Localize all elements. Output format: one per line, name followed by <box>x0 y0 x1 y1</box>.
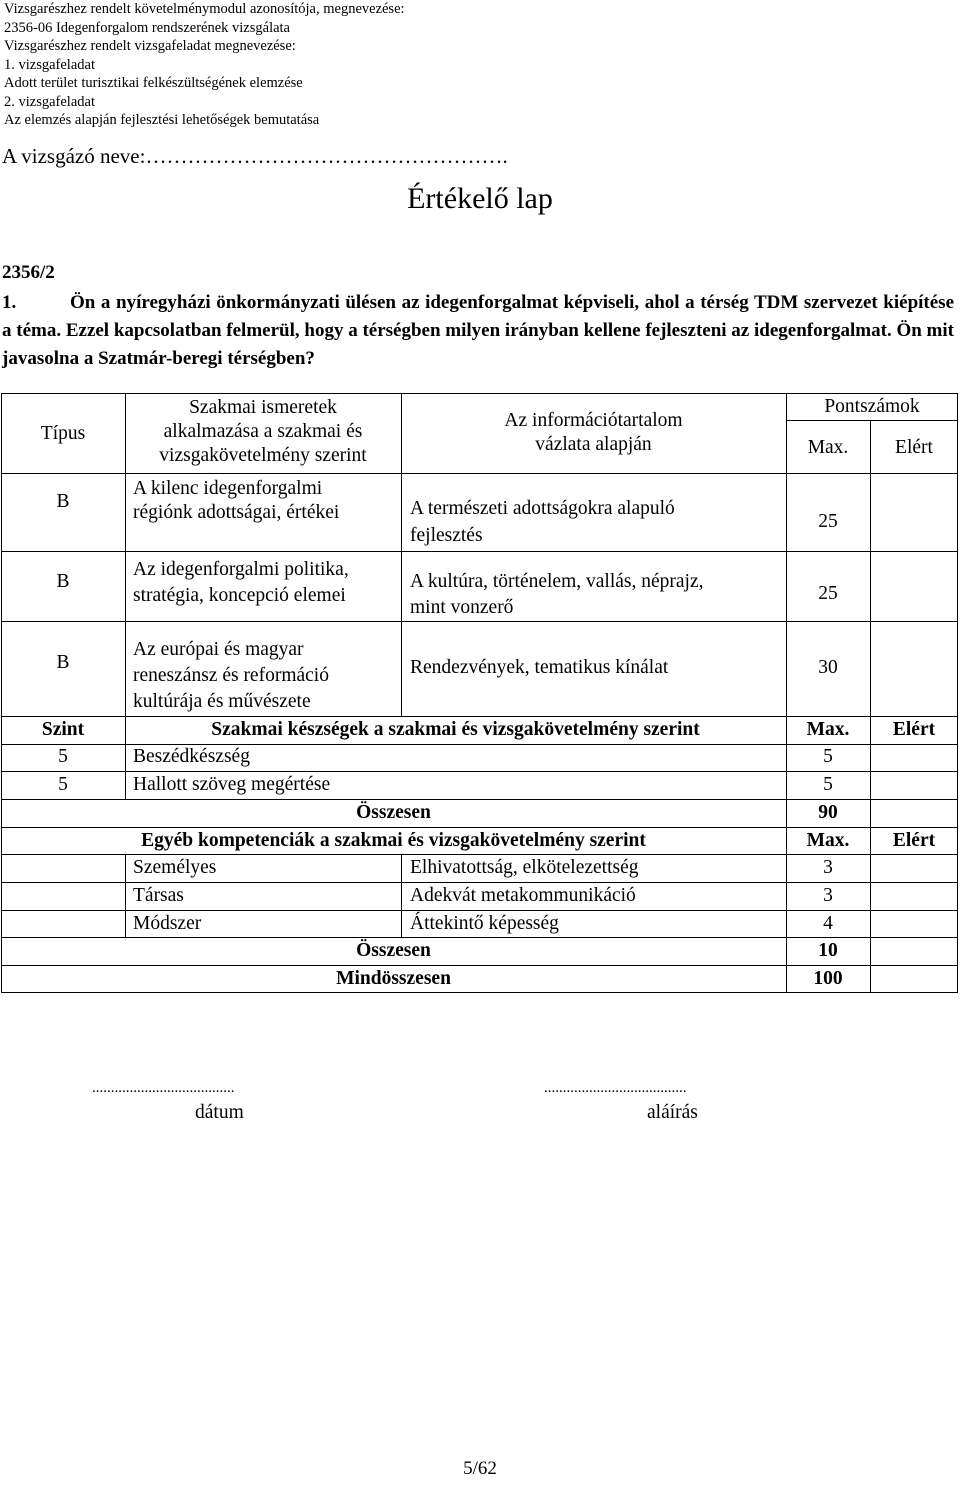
competencies-achieved-header: Elért <box>892 830 936 851</box>
header-line: Az elemzés alapján fejlesztési lehetőségek bemutatása <box>4 112 320 128</box>
col-type-header: Típus <box>40 423 86 444</box>
col-knowledge-header: Szakmai ismeretek alkalmazása a szakmai és vizsgakövetelmény szerint <box>159 397 367 466</box>
competencies-max-header: Max. <box>806 830 850 851</box>
row-max: 25 <box>818 511 838 532</box>
table-rule <box>1 771 958 772</box>
table-rule <box>1 473 958 474</box>
header-line: Adott terület turisztikai felkészültségének elemzése <box>4 75 303 91</box>
question-number: 1. <box>2 292 17 313</box>
skill-max: 5 <box>823 774 833 795</box>
row-max: 25 <box>818 583 838 604</box>
competency-category: Társas <box>133 885 184 906</box>
row-type: B <box>56 571 70 592</box>
skills-header: Szakmai készségek a szakmai és vizsgakövetelmény szerint <box>211 719 700 740</box>
page-number: 5/62 <box>463 1458 497 1479</box>
total-value: 100 <box>813 968 843 989</box>
table-rule <box>1 716 958 717</box>
skills-achieved-header: Elért <box>892 719 936 740</box>
table-border <box>1 393 2 993</box>
question-text: Ön a nyíregyházi önkormányzati ülésen az idegenforgalmat képviseli, ahol a térség TDM szervezet kiépítése a téma. Ezzel kapcsolatban felmerül, hogy a térségben milyen irányban kellene fejleszteni az idegenforgalmat. Ön mit javasolna a Szatmár-beregi térségben? <box>2 292 954 369</box>
date-line: ...................................... <box>92 1080 235 1096</box>
skill-label: Beszédkészség <box>133 746 250 767</box>
table-rule <box>401 854 402 937</box>
examinee-name-field: A vizsgázó neve:……………………………………………. <box>2 144 508 168</box>
table-rule <box>1 910 958 911</box>
skills-level-header: Szint <box>41 719 85 740</box>
table-rule <box>1 965 958 966</box>
row-type: B <box>56 652 70 673</box>
page-title: Értékelő lap <box>407 182 553 215</box>
table-rule <box>1 799 958 800</box>
table-rule <box>1 621 958 622</box>
competency-category: Személyes <box>133 857 217 878</box>
col-max-header: Max. <box>807 437 849 458</box>
header-line: 2356-06 Idegenforgalom rendszerének vizsgálata <box>4 19 290 36</box>
header-line: 1. vizsgafeladat <box>4 56 95 73</box>
row-info: Rendezvények, tematikus kínálat <box>410 657 669 678</box>
header-line: Vizsgarészhez rendelt követelménymodul azonosítója, megnevezése: <box>4 1 405 17</box>
skill-level: 5 <box>58 774 68 795</box>
evaluation-table <box>1 393 958 993</box>
row-knowledge: Az európai és magyar reneszánsz és reformáció kultúrája és művészete <box>133 639 329 712</box>
subtotal-value: 90 <box>818 802 838 823</box>
competency-max: 3 <box>823 857 833 878</box>
table-rule <box>1 551 958 552</box>
skill-level: 5 <box>58 746 68 767</box>
competency-label: Adekvát metakommunikáció <box>410 885 636 906</box>
header-line: 2. vizsgafeladat <box>4 93 95 110</box>
header-line: Vizsgarészhez rendelt vizsgafeladat megnevezése: <box>4 38 296 54</box>
subtotal-label: Összesen <box>356 940 431 961</box>
header-block <box>4 0 405 130</box>
row-knowledge: Az idegenforgalmi politika, stratégia, koncepció elemei <box>133 559 349 606</box>
row-knowledge: A kilenc idegenforgalmi régiónk adottságai, értékei <box>133 478 340 523</box>
table-border <box>1 992 958 993</box>
table-rule <box>1 744 958 745</box>
signature-label: aláírás <box>647 1102 698 1123</box>
competency-max: 3 <box>823 885 833 906</box>
table-rule <box>1 854 958 855</box>
competency-label: Elhivatottság, elkötelezettség <box>410 857 639 878</box>
skill-max: 5 <box>823 746 833 767</box>
competency-category: Módszer <box>133 913 202 934</box>
total-label: Mindösszesen <box>336 968 451 989</box>
skills-max-header: Max. <box>806 719 850 740</box>
competency-max: 4 <box>823 913 833 934</box>
table-rule <box>125 854 126 937</box>
date-label: dátum <box>195 1102 244 1123</box>
table-rule <box>1 882 958 883</box>
subtotal-label: Összesen <box>356 802 431 823</box>
row-info: A kultúra, történelem, vallás, néprajz, mint vonzerő <box>410 571 704 618</box>
table-rule <box>1 827 958 828</box>
competency-label: Áttekintő képesség <box>410 913 559 934</box>
col-achieved-header: Elért <box>895 437 933 458</box>
competencies-header: Egyéb kompetenciák a szakmai és vizsgakövetelmény szerint <box>141 830 646 851</box>
signature-line: ...................................... <box>544 1080 687 1096</box>
skill-label: Hallott szöveg megértése <box>133 774 331 795</box>
table-rule <box>786 420 958 421</box>
row-max: 30 <box>818 657 838 678</box>
question <box>2 289 954 373</box>
subtotal-value: 10 <box>818 940 838 961</box>
table-border <box>1 393 958 394</box>
table-rule <box>870 420 871 993</box>
table-rule <box>1 937 958 938</box>
row-info: A természeti adottságokra alapuló fejlesztés <box>410 498 675 546</box>
table-border <box>957 393 958 993</box>
col-points-header: Pontszámok <box>824 396 920 417</box>
row-type: B <box>56 491 70 512</box>
task-code: 2356/2 <box>2 262 55 283</box>
col-info-header: Az információtartalom vázlata alapján <box>504 410 683 455</box>
